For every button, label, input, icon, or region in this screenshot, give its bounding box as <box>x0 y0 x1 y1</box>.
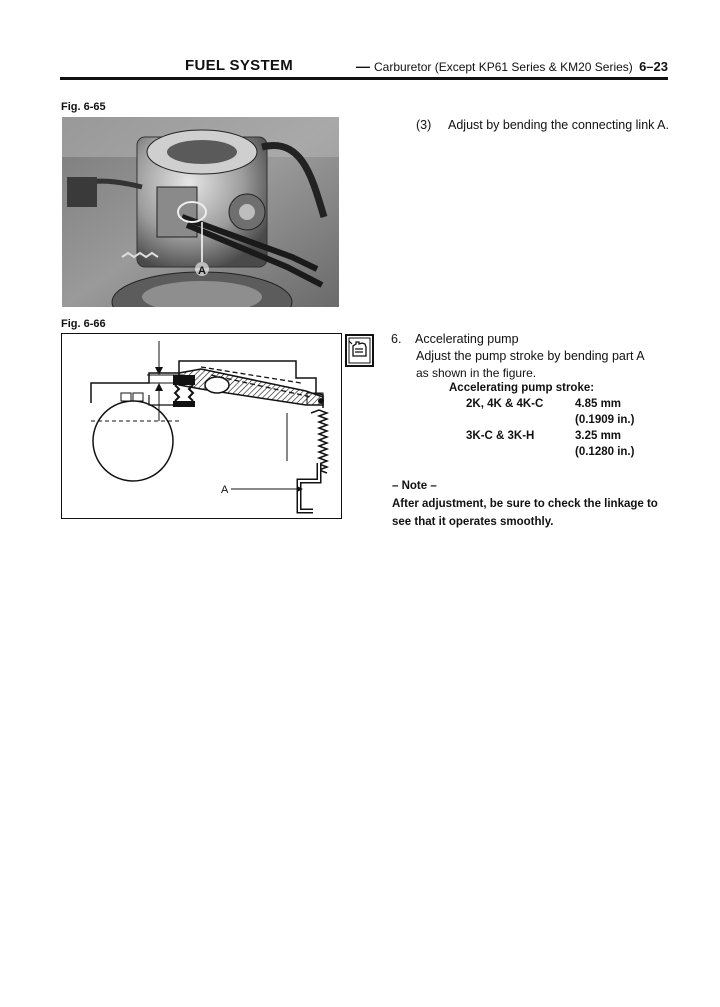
fig-6-65-callout: A <box>198 265 206 277</box>
section-title: FUEL SYSTEM <box>185 57 294 74</box>
fig-6-65-label: Fig. 6-65 <box>61 101 106 113</box>
page-number: 6–23 <box>639 59 668 74</box>
spec-inch-2: (0.1280 in.) <box>575 446 635 458</box>
hand-pointing-icon <box>345 334 374 367</box>
note-heading: – Note – <box>392 480 437 492</box>
fig-6-65-photo <box>62 117 339 307</box>
fig-6-66-callout: A <box>221 484 229 496</box>
spec-model-2: 3K-C & 3K-H <box>466 430 535 442</box>
step-6-line2: as shown in the figure. <box>416 366 537 380</box>
section-subtitle: Carburetor (Except KP61 Series & KM20 Series) <box>374 60 633 74</box>
step-6-title: Accelerating pump <box>415 332 519 346</box>
step-3-number: (3) <box>416 118 432 132</box>
step-6-number: 6. <box>391 332 402 346</box>
header-dash: — <box>356 58 370 74</box>
spec-model-1: 2K, 4K & 4K-C <box>466 398 544 410</box>
spec-mm-2: 3.25 mm <box>575 430 622 442</box>
fig-6-66-diagram <box>61 333 343 520</box>
step-6-line1: Adjust the pump stroke by bending part A <box>416 349 645 363</box>
page-header <box>60 55 668 77</box>
spec-heading: Accelerating pump stroke: <box>449 382 595 394</box>
fig-6-66-label: Fig. 6-66 <box>61 318 106 330</box>
note-text: After adjustment, be sure to check the linkage to see that it operates smoothly. <box>392 498 658 528</box>
header-rule <box>60 77 668 80</box>
spec-inch-1: (0.1909 in.) <box>575 414 635 426</box>
step-3-text: Adjust by bending the connecting link A. <box>448 118 669 132</box>
spec-mm-1: 4.85 mm <box>575 398 622 410</box>
